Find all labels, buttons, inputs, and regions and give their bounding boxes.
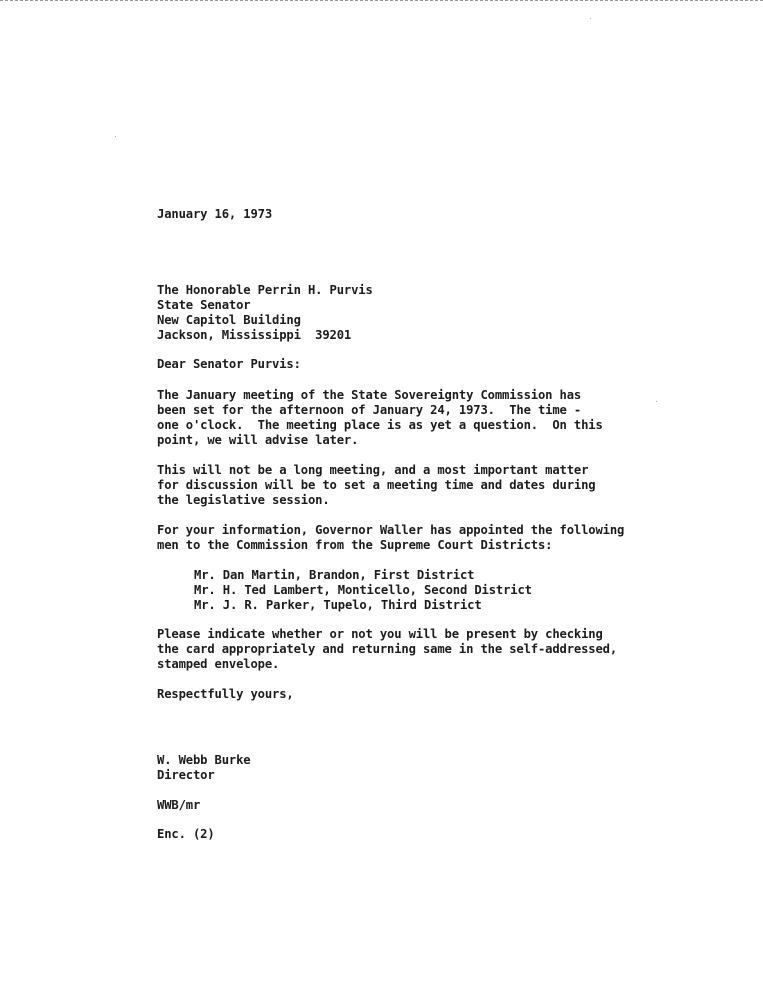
recipient-address xyxy=(157,283,677,343)
paragraph-discussion xyxy=(157,463,677,508)
paragraph-line: stamped envelope. xyxy=(157,657,280,671)
recipient-title: State Senator xyxy=(157,298,251,312)
signer-name: W. Webb Burke xyxy=(157,753,251,767)
letter-date: January 16, 1973 xyxy=(157,207,272,221)
paragraph-line: point, we will advise later. xyxy=(157,433,359,447)
paragraph-line: This will not be a long meeting, and a most important matter xyxy=(157,463,589,477)
paragraph-appointments xyxy=(157,523,677,553)
appointee-item: Mr. Dan Martin, Brandon, First District xyxy=(194,568,475,582)
paragraph-line: For your information, Governor Waller has appointed the following xyxy=(157,523,625,537)
signature-block xyxy=(157,753,677,783)
enclosure-note: Enc. (2) xyxy=(157,827,215,841)
paragraph-line: The January meeting of the State Sovereignty Commission has xyxy=(157,388,582,402)
recipient-building: New Capitol Building xyxy=(157,313,301,327)
recipient-name: The Honorable Perrin H. Purvis xyxy=(157,283,373,297)
signer-title: Director xyxy=(157,768,215,782)
paragraph-line: the card appropriately and returning same in the self-addressed, xyxy=(157,642,617,656)
appointee-list xyxy=(194,568,677,613)
complimentary-close: Respectfully yours, xyxy=(157,687,294,701)
paragraph-meeting xyxy=(157,388,677,448)
page-top-border xyxy=(0,0,763,1)
paragraph-line: the legislative session. xyxy=(157,493,330,507)
paragraph-line: men to the Commission from the Supreme Court Districts: xyxy=(157,538,553,552)
paragraph-line: been set for the afternoon of January 24, 1973. The time - xyxy=(157,403,582,417)
scan-speck xyxy=(115,136,116,137)
recipient-city: Jackson, Mississippi 39201 xyxy=(157,328,352,342)
appointee-item: Mr. H. Ted Lambert, Monticello, Second District xyxy=(194,583,532,597)
paragraph-line: for discussion will be to set a meeting time and dates during xyxy=(157,478,596,492)
reference-initials: WWB/mr xyxy=(157,798,201,812)
paragraph-rsvp xyxy=(157,627,677,672)
scan-speck xyxy=(590,18,591,19)
appointee-item: Mr. J. R. Parker, Tupelo, Third District xyxy=(194,598,482,612)
letter-body xyxy=(157,207,677,842)
salutation: Dear Senator Purvis: xyxy=(157,357,301,371)
paragraph-line: Please indicate whether or not you will be present by checking xyxy=(157,627,603,641)
paragraph-line: one o'clock. The meeting place is as yet a question. On this xyxy=(157,418,603,432)
